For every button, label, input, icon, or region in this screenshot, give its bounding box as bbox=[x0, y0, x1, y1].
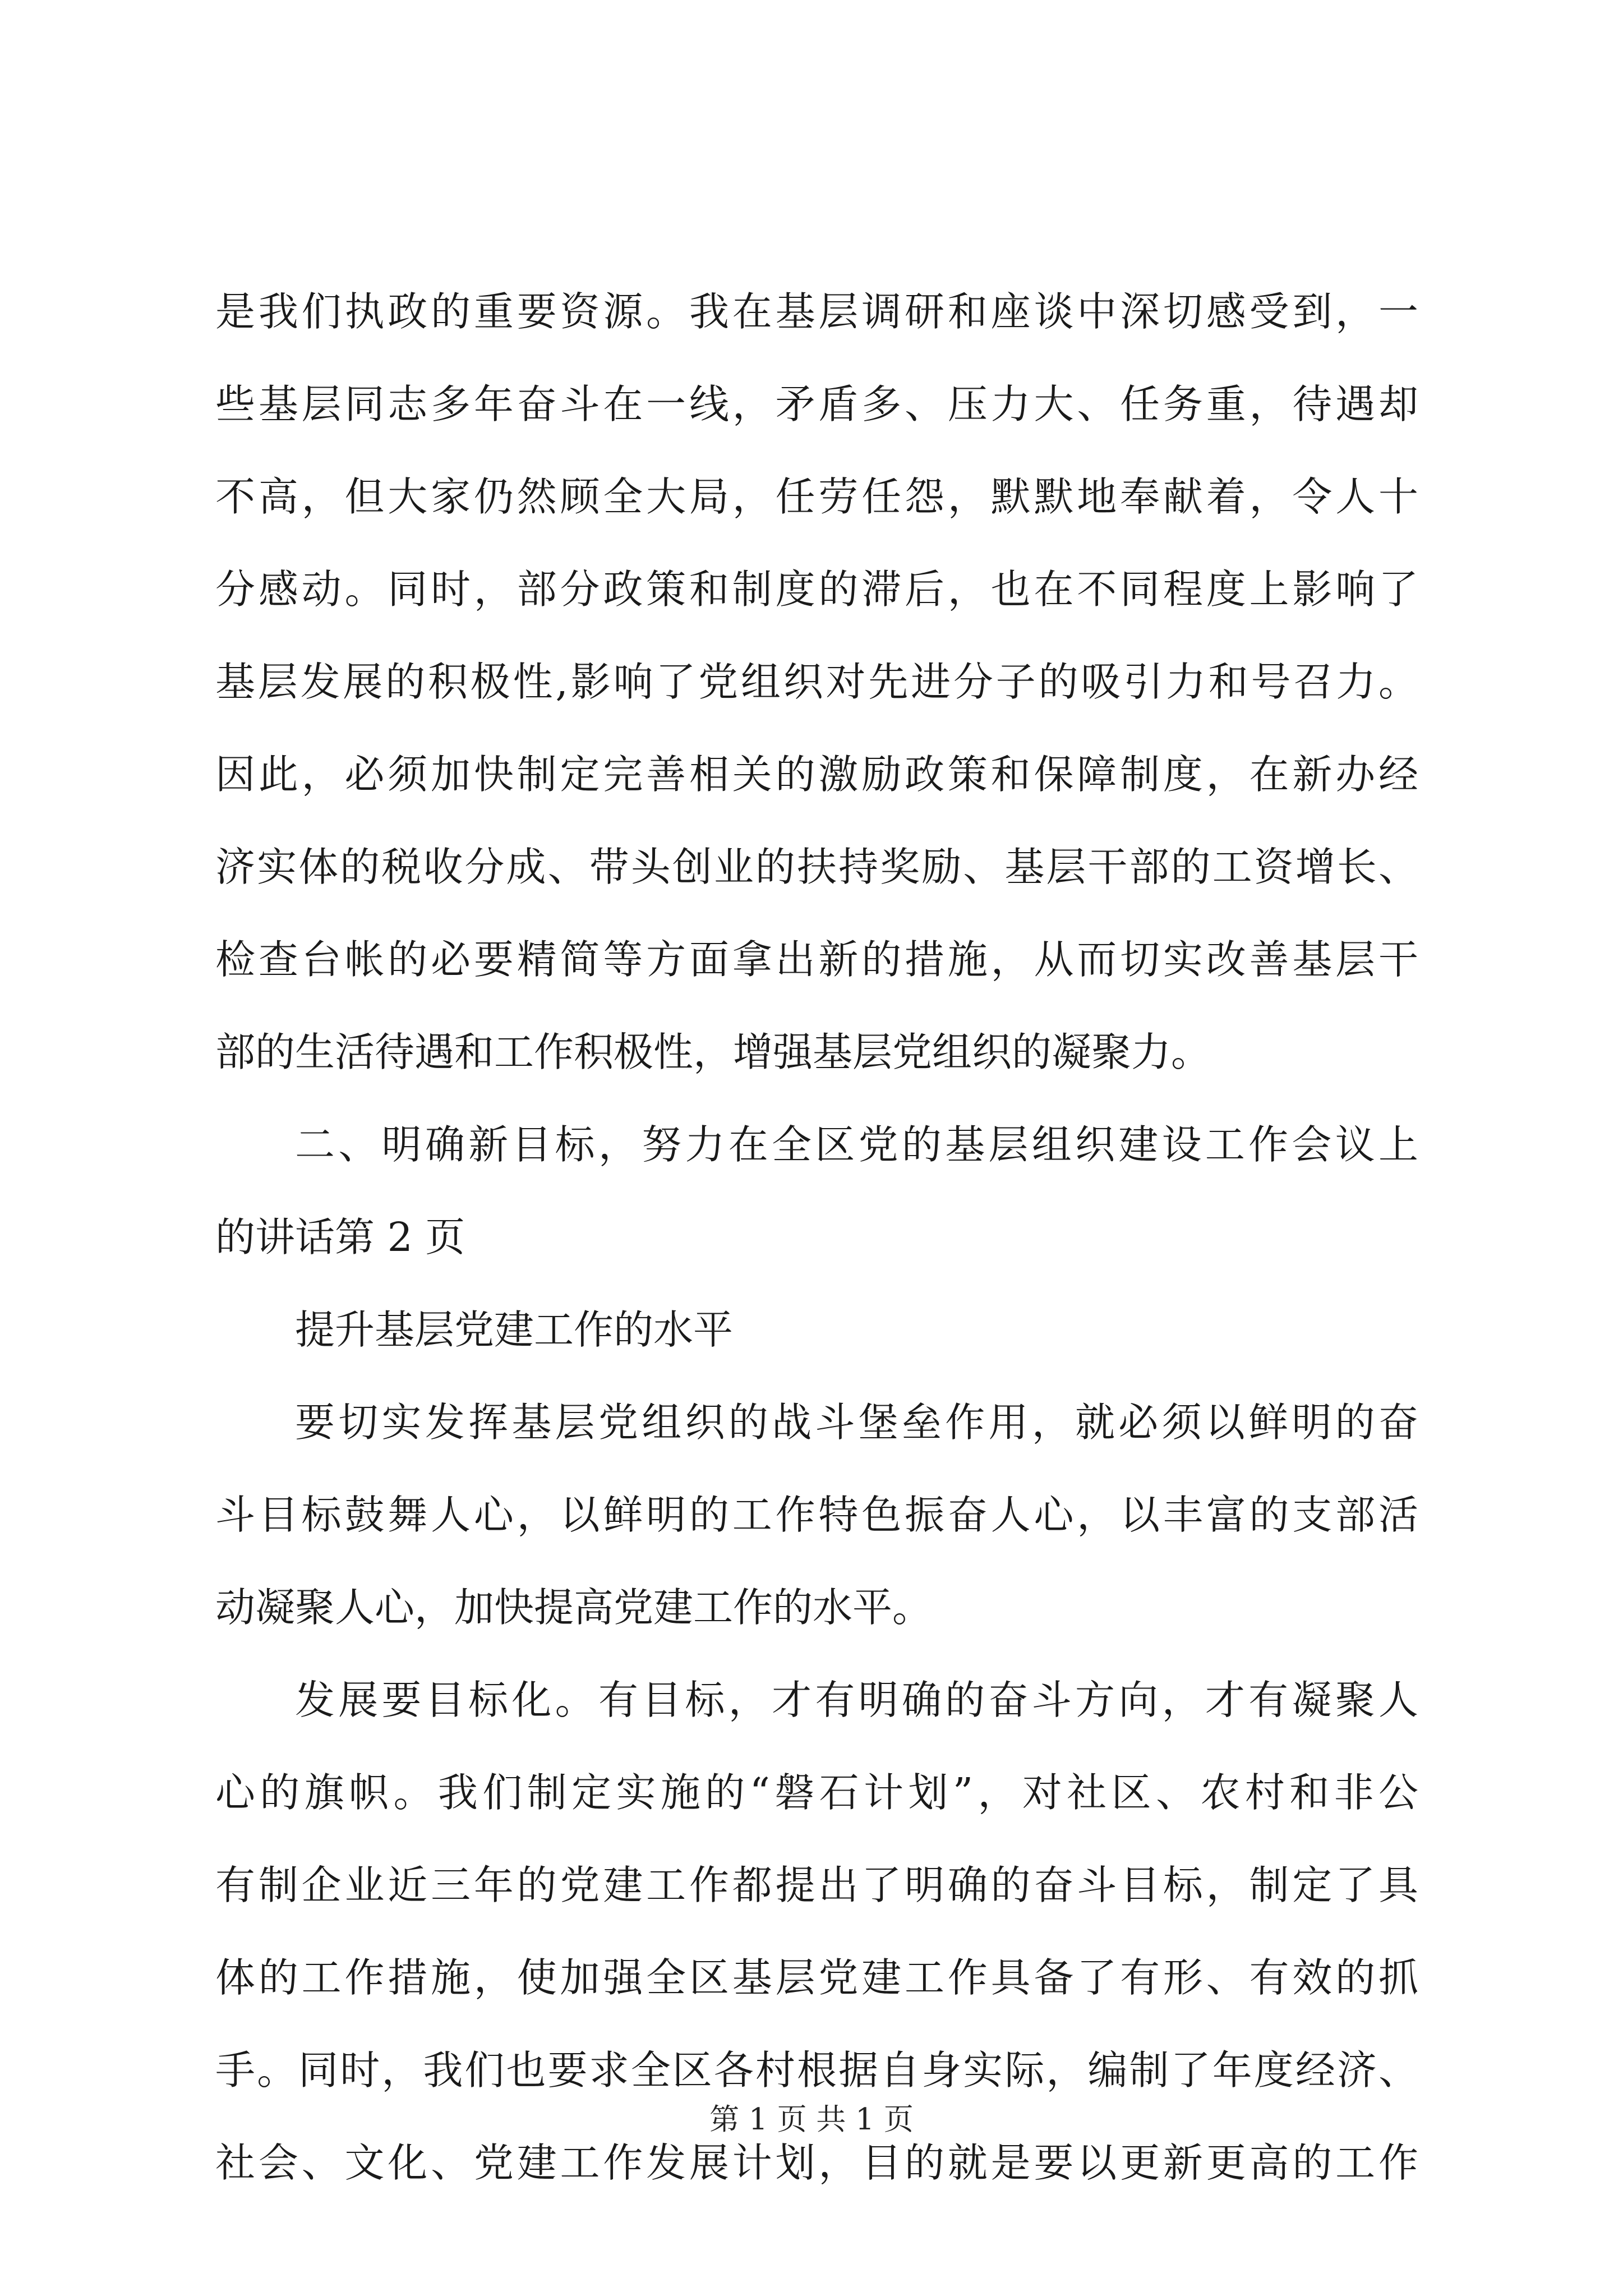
subheading-line: 提升基层党建工作的水平 bbox=[295, 1306, 734, 1353]
text-line: 手。同时，我们也要求全区各村根据自身实际，编制了年度经济、 bbox=[215, 2047, 1418, 2093]
text-line: 斗目标鼓舞人心，以鲜明的工作特色振奋人心，以丰富的支部活 bbox=[215, 1492, 1418, 1538]
text-line: 动凝聚人心，加快提高党建工作的水平。 bbox=[215, 1584, 933, 1631]
document-body bbox=[215, 288, 1418, 2235]
text-line: 发展要目标化。有目标，才有明确的奋斗方向，才有凝聚人 bbox=[295, 1677, 1418, 1723]
page-footer bbox=[0, 2102, 1623, 2137]
text-line: 部的生活待遇和工作积极性，增强基层党组织的凝聚力。 bbox=[215, 1029, 1211, 1075]
text-line: 济实体的税收分成、带头创业的扶持奖励、基层干部的工资增长、 bbox=[215, 844, 1418, 890]
text-line: 不高，但大家仍然顾全大局，任劳任怨，默默地奉献着，令人十 bbox=[215, 473, 1418, 520]
section-heading-line: 二、明确新目标，努力在全区党的基层组织建设工作会议上 bbox=[295, 1121, 1418, 1168]
text-line: 些基层同志多年奋斗在一线，矛盾多、压力大、任务重，待遇却 bbox=[215, 381, 1418, 427]
text-line: 检查台帐的必要精简等方面拿出新的措施，从而切实改善基层干 bbox=[215, 936, 1418, 983]
text-line: 分感动。同时，部分政策和制度的滞后，也在不同程度上影响了 bbox=[215, 566, 1418, 613]
text-line: 有制企业近三年的党建工作都提出了明确的奋斗目标，制定了具 bbox=[215, 1862, 1418, 1908]
page-number: 第 1 页 共 1 页 bbox=[709, 2102, 914, 2137]
text-line: 是我们执政的重要资源。我在基层调研和座谈中深切感受到，一 bbox=[215, 288, 1418, 335]
text-line: 因此，必须加快制定完善相关的激励政策和保障制度，在新办经 bbox=[215, 751, 1418, 798]
text-line: 体的工作措施，使加强全区基层党建工作具备了有形、有效的抓 bbox=[215, 1954, 1418, 2001]
text-line: 要切实发挥基层党组织的战斗堡垒作用，就必须以鲜明的奋 bbox=[295, 1399, 1418, 1446]
text-line: 基层发展的积极性,影响了党组织对先进分子的吸引力和号召力。 bbox=[215, 659, 1418, 705]
text-line: 社会、文化、党建工作发展计划，目的就是要以更新更高的工作 bbox=[215, 2139, 1418, 2186]
section-heading-line: 的讲话第 2 页 bbox=[215, 1214, 465, 1260]
text-line: 心的旗帜。我们制定实施的“磐石计划”，对社区、农村和非公 bbox=[215, 1769, 1418, 1816]
